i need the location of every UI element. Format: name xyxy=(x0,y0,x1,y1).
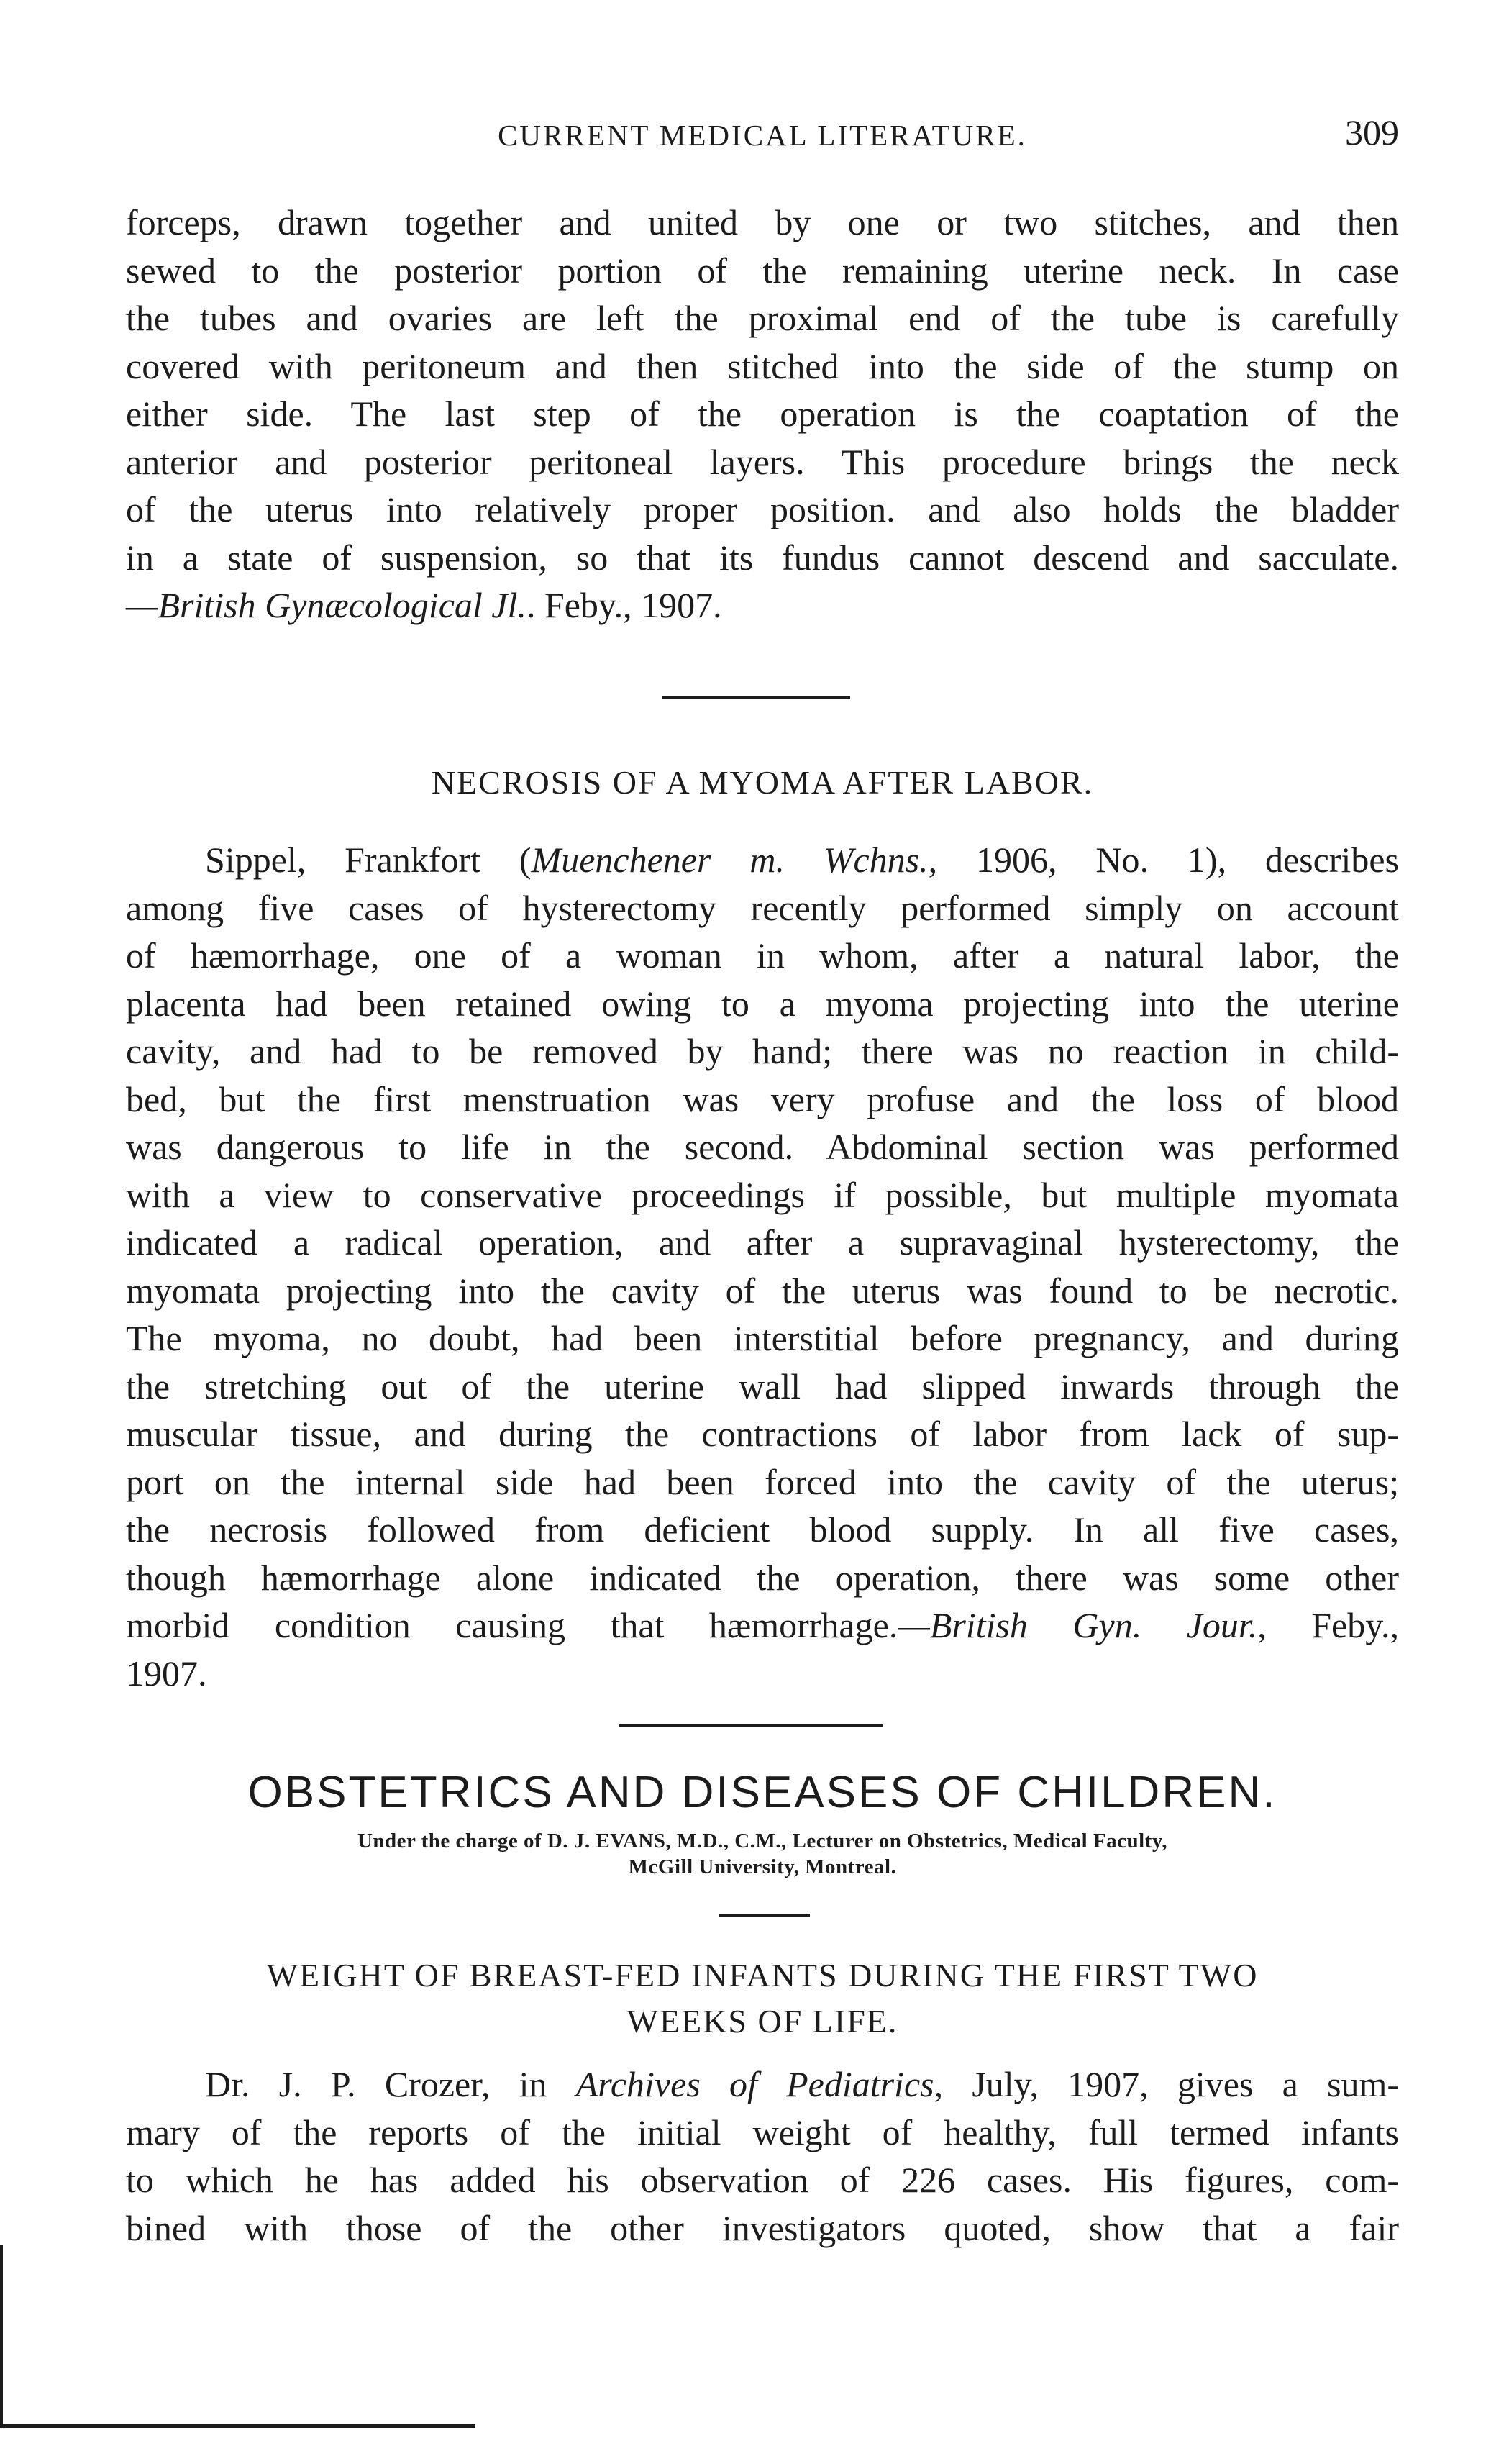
page-number: 309 xyxy=(1345,112,1399,153)
article-title-line: WEEKS OF LIFE. xyxy=(626,2003,898,2040)
section-charge-affiliation: McGill University, Montreal. xyxy=(628,1855,897,1878)
separator-rule xyxy=(719,1914,810,1917)
scan-edge-mark xyxy=(0,2424,475,2428)
citation-line xyxy=(126,1601,1399,1650)
article-weight-body xyxy=(126,2060,1399,2252)
journal-name: Archives of Pediatrics xyxy=(575,2064,934,2104)
journal-name: Muenchener m. Wchns. xyxy=(531,840,929,880)
citation-journal: —British Gynæcological Jl. xyxy=(126,585,526,625)
scan-edge-mark xyxy=(0,2245,3,2424)
text-line: bed, but the first menstruation was very profuse and the loss of blood xyxy=(126,1078,1399,1119)
text-line: anterior and posterior peritoneal layers. This procedure brings the neck xyxy=(126,441,1399,482)
running-title: CURRENT MEDICAL LITERATURE. xyxy=(498,119,1027,152)
text-line: placenta had been retained owing to a myoma projecting into the uterine xyxy=(126,983,1399,1024)
continuation-paragraph xyxy=(126,199,1399,629)
text-line: cavity, and had to be removed by hand; there was no reaction in child- xyxy=(126,1031,1399,1071)
citation-year: 1907. xyxy=(126,1652,207,1694)
citation-journal: —British Gyn. Jour. xyxy=(898,1605,1258,1645)
text-line: port on the internal side had been forced into the cavity of the uterus; xyxy=(126,1461,1399,1502)
section-title-obstetrics: OBSTETRICS AND DISEASES OF CHILDREN. xyxy=(247,1768,1277,1817)
article-necrosis-body xyxy=(126,836,1399,1697)
text-line: of hæmorrhage, one of a woman in whom, after a natural labor, the xyxy=(126,935,1399,976)
article-title-line: WEIGHT OF BREAST-FED INFANTS DURING THE FIRST TWO xyxy=(266,1957,1259,1994)
text-line: forceps, drawn together and united by one or two stitches, and then xyxy=(126,202,1399,242)
text-fragment: morbid condition causing that hæmorrhage. xyxy=(126,1605,898,1645)
text-line: muscular tissue, and during the contractions of labor from lack of sup- xyxy=(126,1414,1399,1454)
text-line: of the uterus into relatively proper position. and also holds the bladder xyxy=(126,489,1399,529)
text-line: was dangerous to life in the second. Abdominal section was performed xyxy=(126,1127,1399,1167)
text-line: with a view to conservative proceedings if possible, but multiple myomata xyxy=(126,1174,1399,1215)
text-line xyxy=(126,2060,1399,2109)
text-line: among five cases of hysterectomy recently performed simply on account xyxy=(126,887,1399,928)
text-fragment: Dr. J. P. Crozer, in xyxy=(205,2064,576,2104)
text-line: myomata projecting into the cavity of the uterus was found to be necrotic. xyxy=(126,1270,1399,1311)
text-line: The myoma, no doubt, had been interstitial before pregnancy, and during xyxy=(126,1318,1399,1358)
separator-rule xyxy=(619,1724,883,1727)
section-charge-line: Under the charge of D. J. EVANS, M.D., C.M., Lecturer on Obstetrics, Medical Faculty, xyxy=(357,1829,1168,1852)
running-header xyxy=(126,114,1399,157)
article-title-weight xyxy=(126,1952,1399,2045)
separator-rule xyxy=(662,696,850,699)
text-line: covered with peritoneum and then stitched into the side of the stump on xyxy=(126,345,1399,386)
text-fragment: , July, 1907, gives a sum- xyxy=(934,2064,1399,2104)
citation-line xyxy=(126,581,1399,629)
citation-date: . Feby., 1907. xyxy=(526,585,722,625)
text-line: mary of the reports of the initial weight of healthy, full termed infants xyxy=(126,2111,1399,2152)
text-line: sewed to the posterior portion of the remaining uterine neck. In case xyxy=(126,250,1399,291)
text-line: the tubes and ovaries are left the proximal end of the tube is carefully xyxy=(126,298,1399,338)
text-line: the stretching out of the uterine wall had slipped inwards through the xyxy=(126,1365,1399,1406)
text-line xyxy=(126,836,1399,884)
text-line: in a state of suspension, so that its fundus cannot descend and sacculate. xyxy=(126,537,1399,578)
text-fragment: Sippel, Frankfort ( xyxy=(205,840,532,880)
text-line: either side. The last step of the operation is the coaptation of the xyxy=(126,394,1399,434)
citation-date: , Feby., xyxy=(1257,1605,1400,1645)
text-line: indicated a radical operation, and after a supravaginal hysterectomy, the xyxy=(126,1222,1399,1263)
text-line: though hæmorrhage alone indicated the operation, there was some other xyxy=(126,1557,1399,1598)
text-fragment: , 1906, No. 1), describes xyxy=(928,840,1399,880)
text-line: the necrosis followed from deficient blood supply. In all five cases, xyxy=(126,1509,1399,1550)
text-line: bined with those of the other investigators quoted, show that a fair xyxy=(126,2207,1399,2248)
text-line: to which he has added his observation of 226 cases. His figures, com- xyxy=(126,2160,1399,2200)
article-title-necrosis: NECROSIS OF A MYOMA AFTER LABOR. xyxy=(431,764,1094,801)
